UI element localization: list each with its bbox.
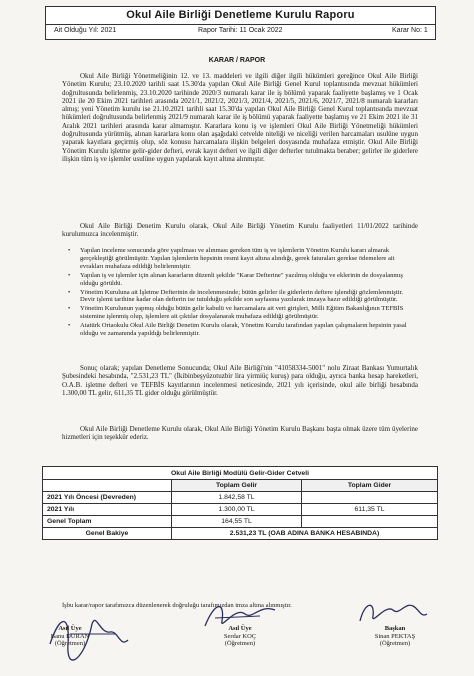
- paragraph-thanks: [62, 425, 418, 442]
- paragraph-conclusion: [62, 364, 418, 397]
- column-header-expense: Toplam Gider: [302, 480, 438, 492]
- paragraph-intro: [62, 72, 418, 163]
- table-row: 2021 Yılı 1.300,00 TL 611,35 TL: [43, 504, 438, 516]
- report-header: [45, 6, 436, 40]
- table-caption: Okul Aile Birliği Modülü Gelir-Gider Cetveli: [43, 467, 438, 480]
- header-divider: [46, 24, 435, 25]
- table-header-row: [43, 480, 438, 492]
- balance-value: 2.531,23 TL (OAB ADINA BANKA HESABINDA): [172, 528, 438, 540]
- income-expense-table: [42, 466, 438, 540]
- bullet-icon: •: [68, 288, 71, 296]
- list-item: • Atatürk Ortaokulu Okul Aile Birliği Denetim Kurulu olarak, Yönetim Kurulu tarafından yapılan çalışmaların hepsinin yasal olduğu ve zamanında yapıldığı belirlenmiştir.: [68, 322, 407, 338]
- bullet-icon: •: [68, 322, 71, 330]
- paragraph-thanks-text: Okul Aile Birliği Denetleme Kurulu olarak, Okul Aile Birliği Yönetim Kurulu Başkanı başta olmak üzere tüm üyelerine hizmetleri için teşekkür ederiz.: [62, 425, 418, 442]
- bullet-icon: •: [68, 271, 71, 279]
- list-item: • Yönetim Kuruluna ait İşletme Defterinin de incelenmesinde; bütün gelirler ile giderlerin deftere işlendiği gözlemlenmiştir. Devir işlemi tarihine kadar olan defterin ise tutulduğu şekilde son sayfasına yazılarak imzaya hazır edildiği görülmüştür.: [68, 288, 403, 304]
- report-number: Karar No: 1: [392, 27, 428, 34]
- signature-block-1: Asıl Üye Banu DURAN (Öğretmen): [50, 625, 90, 647]
- report-year: Ait Olduğu Yıl: 2021: [54, 27, 117, 34]
- table-caption-row: [43, 467, 438, 480]
- paragraph-inspection: [62, 222, 418, 239]
- column-header-income: Toplam Gelir: [172, 480, 302, 492]
- findings-list: [62, 247, 418, 339]
- paragraph-conclusion-text: Sonuç olarak; yapılan Denetleme Sonucunda; Okul Aile Birliği'nin "41058334-5001" nolu Ziraat Bankası Yumurtalık Şubesindeki hesabında, "2.531,23 TL" (İkibinbeşyüzotuzbir lira yirmiüç kuruş) para olduğu, ayrıca banka hesap hareketleri, O.A.B. işletme defteri ve TEFBİS kayıtlarının incelenmesi neticesinde, 2021 yılı içerisinde, okul aile birliği hesabında 1.300,00 TL gelir, 611,35 TL gider olduğu görülmüştür.: [62, 364, 418, 397]
- report-date: Rapor Tarihi: 11 Ocak 2022: [198, 27, 283, 34]
- section-title: KARAR / RAPOR: [208, 57, 266, 64]
- signature-block-2: Asıl Üye Serdar KOÇ (Öğretmen): [223, 625, 257, 647]
- footer-note: İşbu karar/rapor tarafımızca düzenlenerek doğruluğu tarafımızdan imza altına alınmıştır.: [62, 602, 292, 609]
- paragraph-intro-text: Okul Aile Birliği Yönetmeliğinin 12. ve 13. maddeleri ve ilgili diğer ilgili hükümleri gereğince Okul Aile Birliği Yönetim Kurulu; 23.10.2020 tarihli saat 15.30'da yapılan Okul Aile Birliği Genel Kurul toplantısında mevzuat hükümleri doğrultusunda belirlenmiş, 23.10.2020 tarihinde 2020/3 numaralı karar ile iş bölümü yaparak faaliyette başlamış ve 1 Ocak 2021 ile 20 Ekim 2021 tarihleri arasında 2021/1, 2021/2, 2021/3, 2021/4, 2021/5, 2021/6, 2021/7, 2021/8 numaralı kararları almış; yeni Yönetim kurulu ise 21.10.2021 tarihli saat 15.30'da yapılan Okul Aile Birliği Genel Kurul toplantısında mevzuat hükümleri doğrultusunda belirlenmiş 2021/9 numaralı karar ile iş bölümü yaparak faaliyette başlamış ve 21 Ekim 2021 ile 31 Aralık 2021 tarihleri arasında karar almamıştır. Kararlara konu iş ve işlemleri Okul Aile Birliği Yönetmeliği hükümleri doğrultusunda yürütmüş, alınan kararlara konu olan aşağıdaki cetvelde niteliği ve niceliği verilen harcamaları usulüne uygun yaparak kayıtlara geçirmiş olup, söz konusu harcamalara ilişkin belgeleri dosyasında muhafaza etmiştir. Okul Aile Birliği Yönetim Kurulu işletme gelir-gider defteri, evrak kayıt defteri ve ilgili diğer defterler tutulmakta beraber; gelirler ile giderlere ilişkin tüm iş ve işlemler usulüne uygun yapılarak kayıt altına alınmıştır.: [62, 72, 418, 163]
- list-item: • Yapılan iş ve işlemler için alınan kararların düzenli şekilde "Karar Defterine" yazılmış olduğu ve eklerinin de dosyalanmış olduğu görüldü.: [68, 271, 403, 287]
- bullet-icon: •: [68, 305, 71, 313]
- report-title: Okul Aile Birliği Denetleme Kurulu Raporu: [126, 9, 355, 21]
- balance-label: Genel Bakiye: [43, 528, 172, 540]
- table-row: 2021 Yılı Öncesi (Devreden) 1.842,58 TL: [43, 492, 438, 504]
- signature-block-3: Başkan Sinan PEKTAŞ (Öğretmen): [374, 625, 416, 647]
- paragraph-inspection-text: Okul Aile Birliği Denetim Kurulu olarak, Okul Aile Birliği Yönetim Kurulu faaliyetleri 11/01/2022 tarihinde kurulumuzca incelenmiştir.: [62, 222, 418, 239]
- table-row: Genel Toplam 164,55 TL: [43, 516, 438, 528]
- list-item: • Yapılan inceleme sonucunda göre yapılması ve alınması gereken tüm iş ve işlemlerin Yönetim Kurulu kararı almarak gerçekleştiği görülmüştür. Yapılan işlemlerin hepsinin resmi kayıt altına alındığı, gerek faturaları gerekse ödemelere ait evrakları muhafaza edildiği belirlenmiştir.: [68, 247, 395, 270]
- bullet-icon: •: [68, 247, 71, 254]
- list-item: • Yönetim Kurulunun yapmış olduğu bütün gelir kabulü ve harcamalara ait veri girişleri, Milli Eğitim Bakanlığının TEFBİS sistemine işlenmiş olup, işlemlere ait çıktılar dosyalanarak muhafaza edildiği görülmüştür.: [68, 305, 404, 321]
- balance-row: [43, 528, 438, 540]
- header-meta-row: [46, 27, 435, 38]
